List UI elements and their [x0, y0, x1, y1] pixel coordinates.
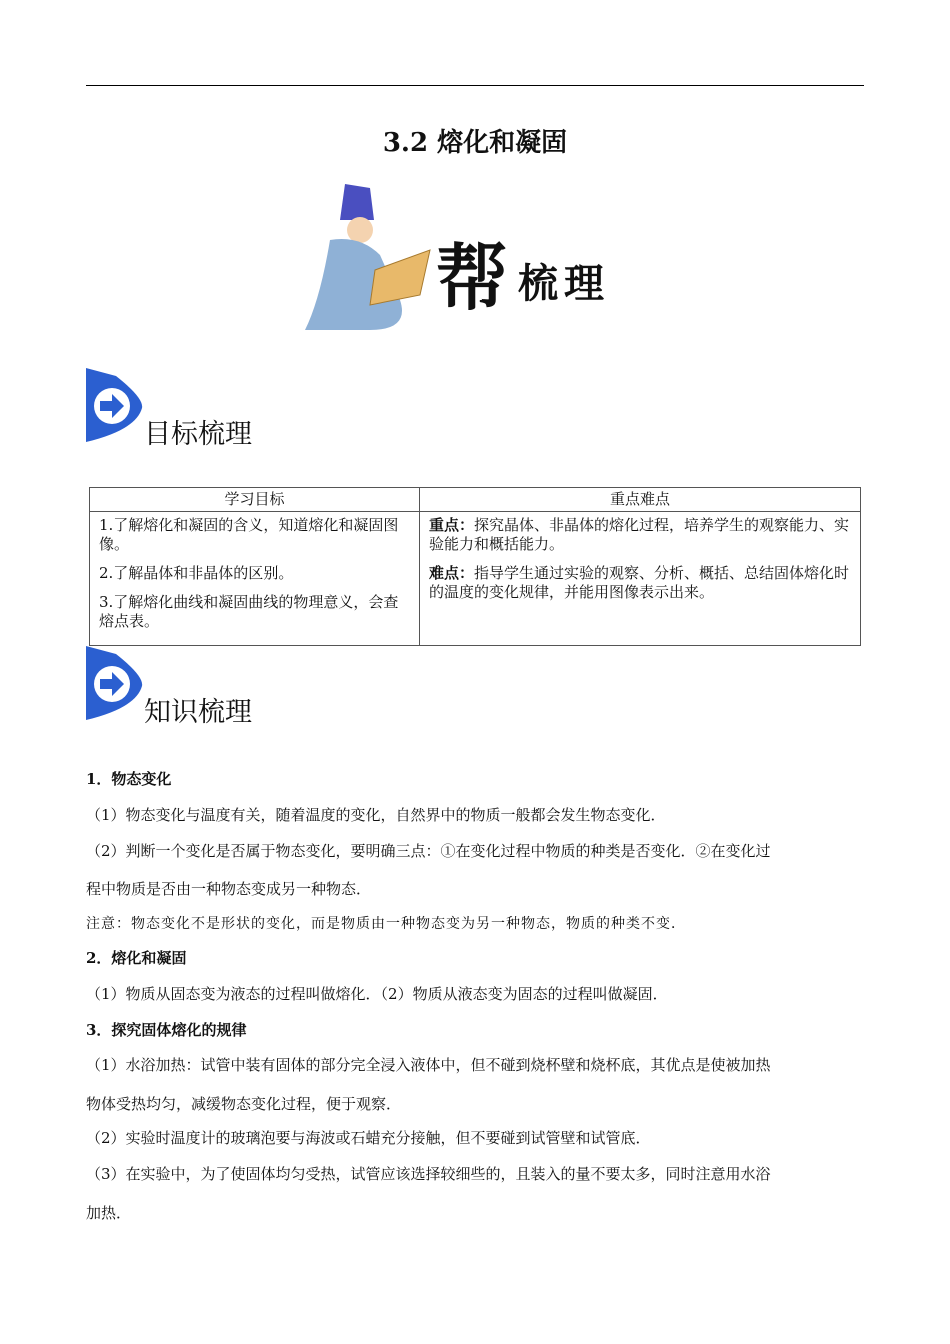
goal-item: 3.了解熔化曲线和凝固曲线的物理意义，会查熔点表。	[99, 593, 399, 630]
arrow-badge-icon	[86, 368, 146, 444]
header-rule	[86, 85, 864, 86]
goal-item: 1.了解熔化和凝固的含义，知道熔化和凝固图像。	[99, 516, 399, 553]
paragraph: （3）在实验中，为了使固体均匀受热，试管应该选择较细些的，且装入的量不要太多，同时注意用水浴	[86, 1165, 771, 1183]
goal-item: 2.了解晶体和非晶体的区别。	[99, 564, 294, 582]
paragraph: （1）物态变化与温度有关，随着温度的变化，自然界中的物质一般都会发生物态变化．	[86, 806, 666, 824]
paragraph: 程中物质是否由一种物态变成另一种物态．	[86, 880, 372, 898]
paragraph: （1）物质从固态变为液态的过程叫做熔化．（2）物质从液态变为固态的过程叫做凝固．	[86, 985, 668, 1003]
column-header: 重点难点	[420, 488, 861, 512]
heading: 3．探究固体熔化的规律	[86, 1021, 247, 1039]
page-title: 3.2 熔化和凝固	[382, 128, 568, 158]
section-title: 知识梳理	[144, 697, 252, 728]
difficulty-label: 难点：	[429, 564, 475, 582]
paragraph: （2）实验时温度计的玻璃泡要与海波或石蜡充分接触，但不要碰到试管壁和试管底．	[86, 1129, 651, 1147]
column-header: 学习目标	[90, 488, 420, 512]
banner-small-text: 梳理	[518, 260, 610, 307]
heading: 2．熔化和凝固	[86, 949, 187, 967]
paragraph: 加热．	[86, 1204, 132, 1222]
banner-big-char: 帮	[436, 235, 509, 320]
difficulty-text: 指导学生通过实验的观察、分析、概括、总结固体熔化时的温度的变化规律，并能用图像表示出来。	[429, 564, 850, 601]
paragraph: （2）判断一个变化是否属于物态变化，要明确三点：①在变化过程中物质的种类是否变化．②在变化过	[86, 842, 771, 860]
section-title: 目标梳理	[144, 419, 252, 450]
heading: 1．物态变化	[86, 770, 172, 788]
goals-table	[89, 487, 861, 646]
paragraph: （1）水浴加热：试管中装有固体的部分完全浸入液体中，但不碰到烧杯壁和烧杯底，其优点是使被加热	[86, 1056, 771, 1074]
key-text: 探究晶体、非晶体的熔化过程，培养学生的观察能力、实验能力和概括能力。	[429, 516, 850, 553]
paragraph: 物体受热均匀，减缓物态变化过程，便于观察．	[86, 1095, 402, 1113]
key-label: 重点：	[429, 516, 475, 534]
note: 注意：物态变化不是形状的变化，而是物质由一种物态变为另一种物态，物质的种类不变．	[86, 916, 686, 932]
arrow-badge-icon	[86, 646, 146, 722]
